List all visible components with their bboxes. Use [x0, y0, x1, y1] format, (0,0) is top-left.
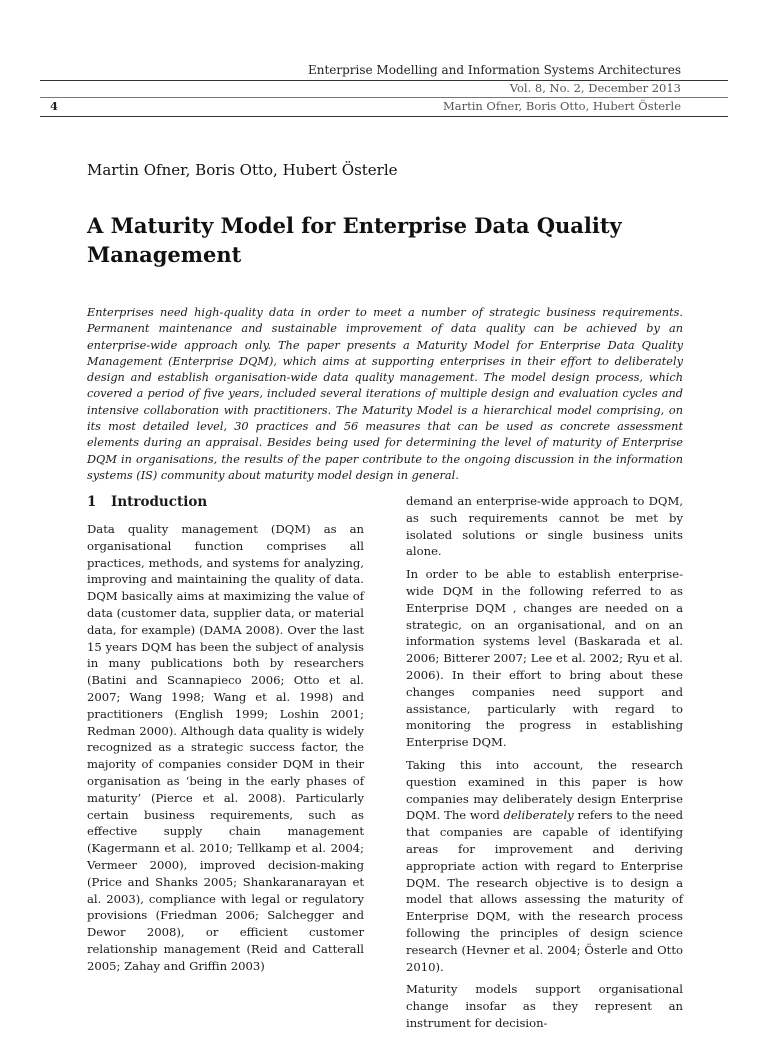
section-number: 1 [87, 494, 97, 510]
paragraph: In order to be able to establish enterprise-wide DQM in the following referred to as Enterprise DQM , changes are needed on a strategic, on an organisational, and on an information systems level (Baskarada et al. 2006; Bitterer 2007; Lee et al. 2002; Ryu et al. 2006). In their effort to bring about these changes companies need support and assistance, particularly with regard to monitoring the progress in establishing Enterprise DQM. [406, 567, 683, 750]
section-title: Introduction [111, 494, 208, 510]
paragraph: Maturity models support organisational change insofar as they represent an instrument for decision- [406, 982, 683, 1030]
running-authors: Martin Ofner, Boris Otto, Hubert Österle [442, 99, 681, 113]
left-column [87, 493, 364, 981]
abstract: Enterprises need high-quality data in order to meet a number of strategic business requirements. Permanent maintenance and sustainable improvement of data quality can be achieved by an enterprise-wide approach only. The paper presents a Maturity Model for Enterprise Data Quality Management (Enterprise DQM), which aims at supporting enterprises in their effort to deliberately design and establish organisation-wide data quality management. The model design process, which covered a period of five years, included several iterations of multiple design and evaluation cycles and intensive collaboration with practitioners. The Maturity Model is a hierarchical model comprising, on its most detailed level, 30 practices and 56 measures that can be used as concrete assessment elements during an appraisal. Besides being used for determining the level of maturity of Enterprise DQM in organisations, the results of the paper contribute to the ongoing discussion in the information systems (IS) community about maturity model design in general. [87, 306, 683, 482]
page-number: 4 [50, 99, 59, 113]
emphasized-word: deliberately [503, 808, 574, 823]
paragraph: Data quality management (DQM) as an organisational function comprises all practices, methods, and systems for analyzing, improving and maintaining the quality of data. DQM basically aims at maximizing the value of data (customer data, supplier data, or material data, for example) (DAMA 2008). Over the last 15 years DQM has been the subject of analysis in many publications both by researchers (Batini and Scannapieco 2006; Otto et al. 2007; Wang 1998; Wang et al. 1998) and practitioners (English 1999; Loshin 2001; Redman 2000). Although data quality is widely recognized as a strategic success factor, the majority of companies consider DQM in their organisation as ‘being in the early phases of maturity’ (Pierce et al. 2008). Particularly certain business requirements, such as effective supply chain management (Kagermann et al. 2010; Tellkamp et al. 2004; Vermeer 2000), improved decision-making (Price and Shanks 2005; Shankaranarayan et al. 2003), compliance with legal or regulatory provisions (Friedman 2006; Salchegger and Dewor 2008), or efficient customer relationship management (Reid and Catterall 2005; Zahay and Griffin 2003) [87, 522, 364, 973]
header-rule-bottom [40, 116, 728, 117]
header-rule-middle [40, 97, 728, 98]
right-column [406, 493, 683, 1038]
paragraph: demand an enterprise-wide approach to DQM, as such requirements cannot be met by isolated solutions or single business units alone. [406, 494, 683, 559]
paragraph-text: Taking this into account, the research question examined in this paper is how companies may deliberately design Enterprise DQM. The word [406, 757, 683, 823]
section-heading [87, 493, 364, 511]
journal-name: Enterprise Modelling and Information Systems Architectures [307, 63, 681, 77]
paper-title: A Maturity Model for Enterprise Data Quality Management [87, 213, 622, 267]
paper-authors: Martin Ofner, Boris Otto, Hubert Österle [87, 161, 398, 179]
paragraph [406, 757, 683, 975]
volume-info: Vol. 8, No. 2, December 2013 [509, 81, 681, 95]
paragraph-text: refers to the need that companies are capable of identifying areas for improvement and deriving appropriate action with regard to Enterprise DQM. The research objective is to design a model that allows assessing the maturity of Enterprise DQM, with the research process following the principles of design science research (Hevner et al. 2004; Österle and Otto 2010). [406, 808, 683, 974]
